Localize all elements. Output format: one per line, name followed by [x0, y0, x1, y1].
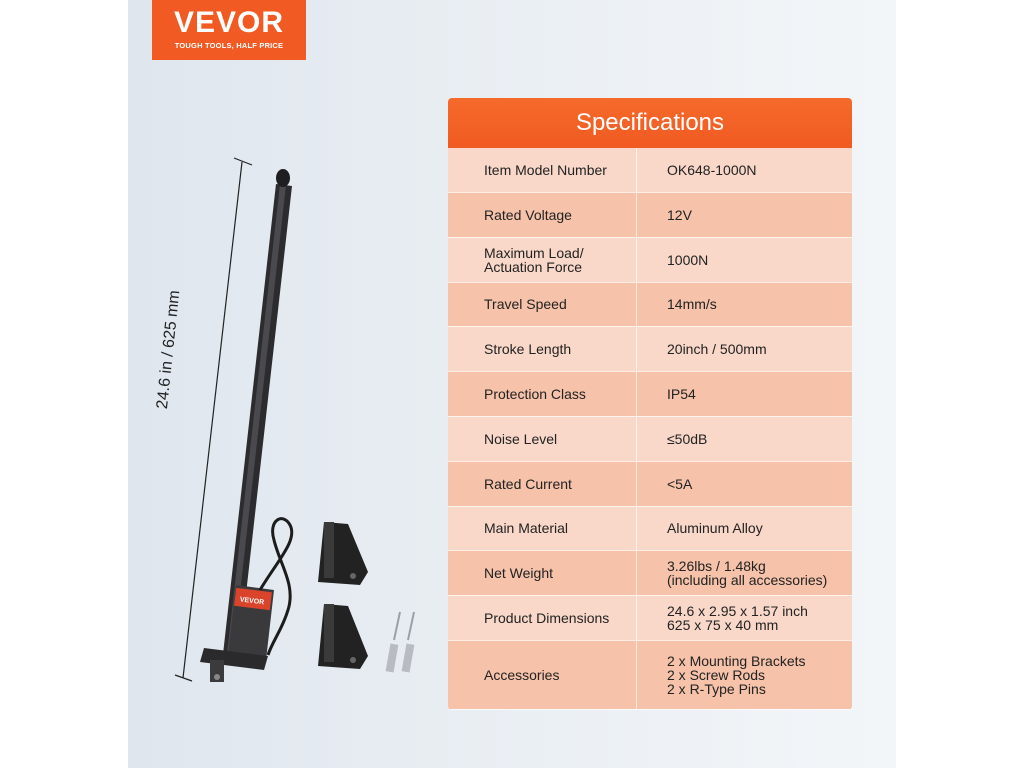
spec-row [448, 371, 852, 416]
actuator-body [200, 169, 292, 682]
spec-row [448, 640, 852, 709]
spec-row [448, 550, 852, 595]
specifications-table [448, 148, 852, 710]
spec-key: Rated Current [448, 461, 637, 506]
screw-rod-icon [386, 644, 415, 673]
spec-value: IP54 [637, 371, 853, 416]
spec-key: Protection Class [448, 371, 637, 416]
spec-row [448, 506, 852, 550]
spec-row [448, 192, 852, 237]
actuator-illustration [128, 0, 458, 768]
spec-key: Main Material [448, 506, 637, 550]
spec-row [448, 237, 852, 282]
spec-value: 3.26lbs / 1.48kg (including all accessories) [637, 550, 853, 595]
dimension-label: 24.6 in / 625 mm [154, 289, 184, 410]
spec-row [448, 282, 852, 326]
spec-key: Maximum Load/ Actuation Force [448, 237, 637, 282]
motor-label: VEVOR [239, 596, 265, 607]
spec-key: Noise Level [448, 416, 637, 461]
spec-value: Aluminum Alloy [637, 506, 853, 550]
specifications-title: Specifications [448, 98, 852, 148]
spec-key: Accessories [448, 640, 637, 709]
r-type-pin-icon [394, 612, 414, 640]
spec-value: 2 x Mounting Brackets 2 x Screw Rods 2 x R-Type Pins [637, 640, 853, 709]
spec-key: Product Dimensions [448, 595, 637, 640]
spec-value: ≤50dB [637, 416, 853, 461]
spec-key: Rated Voltage [448, 192, 637, 237]
specifications-panel [448, 98, 852, 710]
mounting-bracket-icon [318, 522, 368, 585]
spec-value: 12V [637, 192, 853, 237]
spec-row [448, 326, 852, 371]
spec-value: 20inch / 500mm [637, 326, 853, 371]
spec-key: Stroke Length [448, 326, 637, 371]
spec-row [448, 461, 852, 506]
product-image-canvas [128, 0, 896, 768]
logo-tagline: TOUGH TOOLS, HALF PRICE [174, 41, 284, 50]
spec-key: Net Weight [448, 550, 637, 595]
spec-row [448, 416, 852, 461]
spec-value: 1000N [637, 237, 853, 282]
spec-key: Item Model Number [448, 148, 637, 192]
spec-value: 24.6 x 2.95 x 1.57 inch 625 x 75 x 40 mm [637, 595, 853, 640]
mounting-bracket-icon [318, 604, 368, 669]
spec-key: Travel Speed [448, 282, 637, 326]
spec-value: 14mm/s [637, 282, 853, 326]
spec-row [448, 148, 852, 192]
spec-row [448, 595, 852, 640]
spec-value: OK648-1000N [637, 148, 853, 192]
spec-value: <5A [637, 461, 853, 506]
logo-brand: VEVOR [173, 6, 285, 39]
